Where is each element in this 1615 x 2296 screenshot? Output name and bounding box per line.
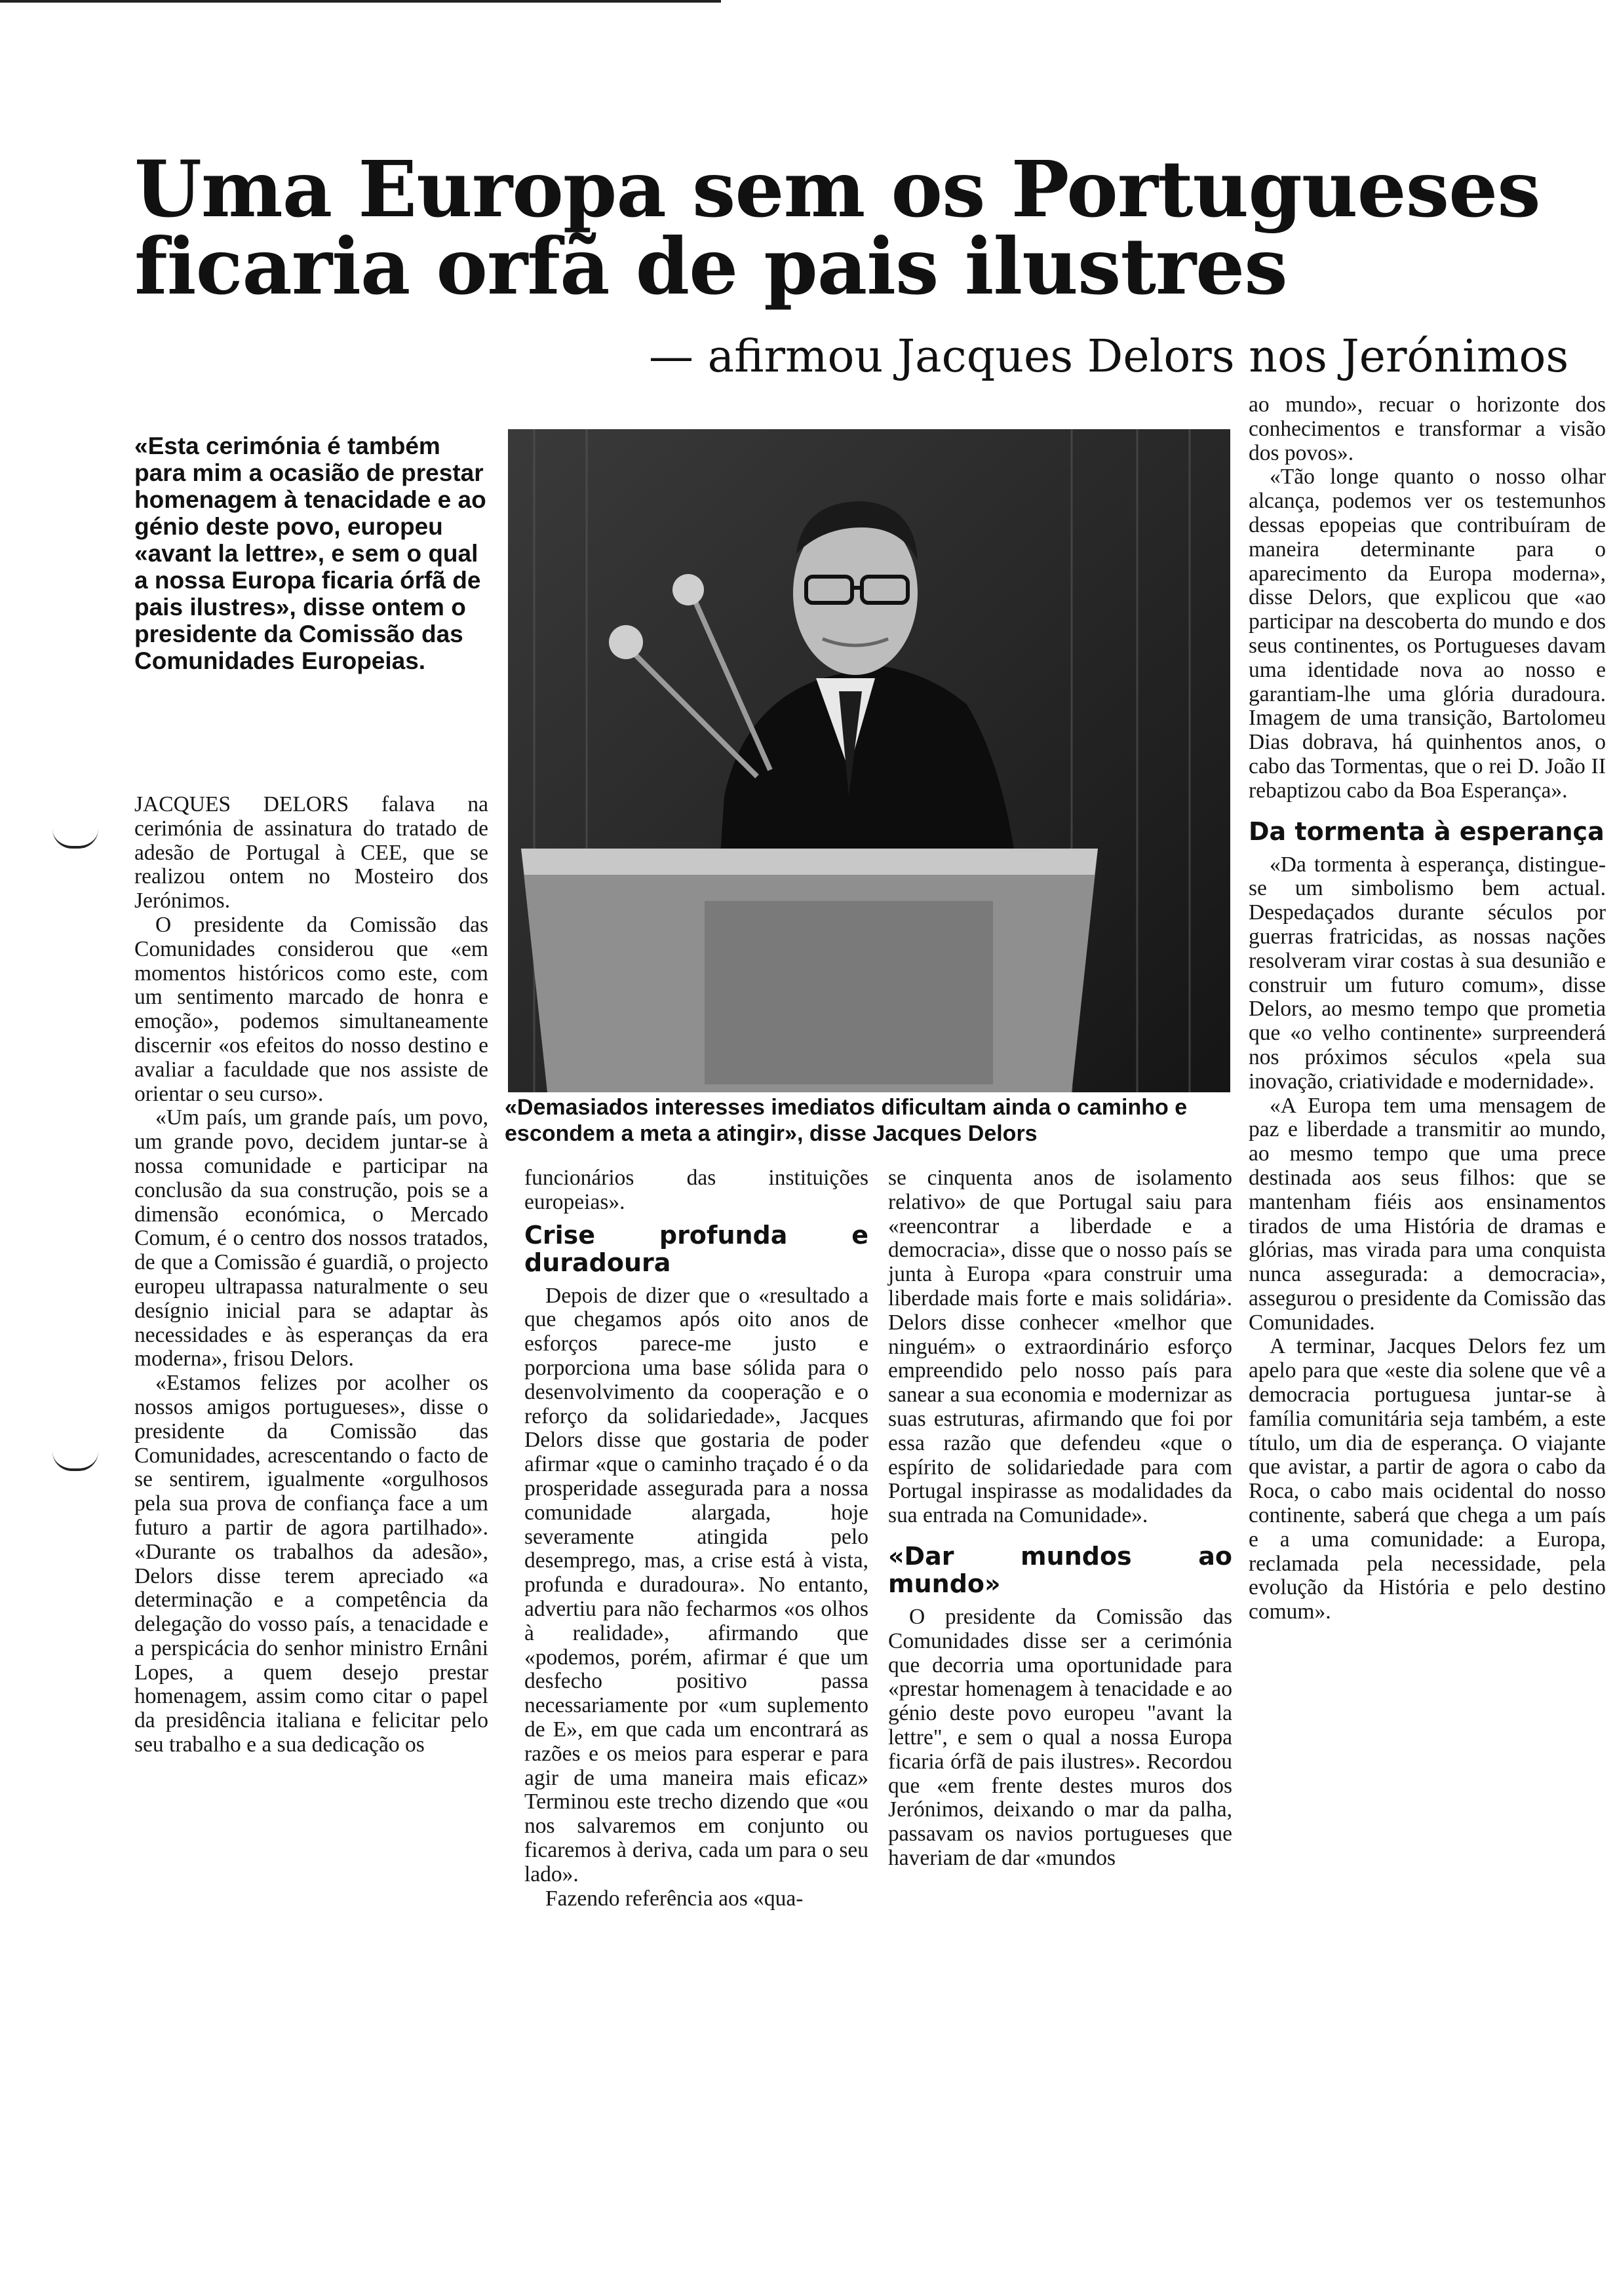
headline-line-1: Uma Europa sem os Portugueses [134,144,1540,235]
column-2 [524,1166,868,1911]
column-1 [134,793,488,1757]
paragraph: «Estamos felizes por acolher os nossos amigos portugueses», disse o presidente da Comissão das Comunidades, acrescentando o facto de se sentirem, igualmente «orgulhosos pela sua prova de confiança face a um futuro a partir de agora partilhado». «Durante os trabalhos da adesão», Delors disse terem apreciado «a determinação e a competência da delegação do vosso país, a tenacidade e a perspicácia do senhor ministro Ernâni Lopes, a quem desejo prestar homenagem, assim como citar o papel da presidência italiana e felicitar pelo seu trabalho e a sua dedicação os [134,1371,488,1757]
paragraph: «Tão longe quanto o nosso olhar alcança, podemos ver os testemunhos dessas epopeias que contribuíram de maneira determinante para o aparecimento da Europa moderna», disse Delors, que explicou que «ao participar na descoberta do mundo e dos seus continentes, os Portugueses davam uma identidade nova ao nosso e garantiam-lhe uma glória duradoura. Imagem de uma transição, Bartolomeu Dias dobrava, há quinhentos anos, o cabo das Tormentas, que o rei D. João II rebaptizou cabo da Boa Esperança». [1249,465,1606,803]
paragraph: O presidente da Comissão das Comunidades considerou que «em momentos históricos como este, com um sentimento marcado de honra e emoção», podemos simultaneamente discernir «os efeitos do nosso destino e avaliar a faculdade que nos assiste de orientar o seu curso». [134,912,488,1106]
column-3 [888,1166,1232,1871]
lead-paragraph: «Esta cerimónia é também para mim a ocasião de prestar homenagem à tenacidade e ao génio deste povo, europeu «avant la lettre», e sem o qual a nossa Europa ficaria órfã de pais ilustres», disse ontem o presidente da Comissão das Comunidades Europeias. [134,432,486,674]
section-subtitle: «Dar mundos ao mundo» [888,1541,1232,1598]
delors-photo [508,429,1230,1092]
headline-line-2: ficaria orfã de pais ilustres [134,221,1287,312]
paragraph: JACQUES DELORS falava na cerimónia de assinatura do tratado de adesão de Portugal à CEE, que se realizou ontem no Mosteiro dos Jerónimos. [134,792,488,913]
column-4 [1249,393,1606,1624]
paragraph: se cinquenta anos de isolamento relativo» de que Portugal saiu para «reencontrar a liberdade e a democracia», disse que o nosso país se junta à Europa «para construir uma liberdade mais forte e mais solidária». Delors disse conhecer «melhor que ninguém» o extraordinário esforço empreendido pelo nosso país para sanear a sua economia e modernizar as suas estruturas, afirmando que foi por essa razão que defendeu «que o espírito de solidariedade para com Portugal inspirasse as modalidades da sua entrada na Comunidade». [888,1166,1232,1528]
top-rule [0,0,721,3]
subheadline: — afirmou Jacques Delors nos Jerónimos [649,331,1569,383]
margin-mark [52,1451,98,1471]
section-subtitle: Crise profunda e duradoura [524,1220,868,1277]
paragraph: «Da tormenta à esperança, distingue-se um simbolismo bem actual. Despedaçados durante séculos por guerras fratricidas, as nossas nações resolveram virar costas à sua desunião e construir um futuro comum», disse Delors, ao mesmo tempo que prometia que «o velho continente» surpreenderá nos próximos séculos «pela sua inovação, criatividade e modernidade». [1249,852,1606,1094]
paragraph: Fazendo referência aos «qua- [545,1886,804,1911]
headline [134,144,1609,312]
paragraph: O presidente da Comissão das Comunidades disse ser a cerimónia que decorria uma oportunidade para «prestar homenagem à tenacidade e ao génio deste povo europeu "avant la lettre", e sem o qual a nossa Europa ficaria órfã de pais ilustres». Recordou que «em frente destes muros dos Jerónimos, deixando o mar da palha, passavam os navios portugueses que haveriam de dar «mundos [888,1604,1232,1870]
photo-illustration [508,429,1230,1092]
section-subtitle: Da tormenta à esperança [1249,816,1605,846]
paragraph: «A Europa tem uma mensagem de paz e liberdade a transmitir ao mundo, ao mesmo tempo que uma prece destinada aos seus filhos: que se mantenham fiéis aos ensinamentos tirados de uma História de dramas e glórias, mas virada para uma conquista nunca assegurada: a democracia», assegurou o presidente da Comissão das Comunidades. [1249,1093,1606,1335]
paragraph: Depois de dizer que o «resultado a que chegamos após oito anos de esforços parece-me justo e porporciona uma base sólida para o desenvolvimento da cooperação e o reforço da solidariedade», Jacques Delors disse que gostaria de poder afirmar «que o caminho traçado é o da prosperidade assegurada para a nossa comunidade alargada, hoje severamente atingida pelo desemprego, mas, a crise está à vista, profunda e duradoura». No entanto, advertiu para não fecharmos «os olhos à realidade», afirmando que «podemos, porém, afirmar é que um desfecho positivo passa necessariamente por «um suplemento de E», em que cada um encontrará as razões e os meios para esperar e para agir de uma maneira mais eficaz» Terminou este trecho dizendo que «ou nos salvaremos em conjunto ou ficaremos à deriva, cada um para o seu lado». [524,1283,868,1886]
margin-mark [52,829,98,849]
paragraph: «Um país, um grande país, um povo, um grande povo, decidem juntar-se à nossa comunidade e participar na conclusão da sua construção, pois se a dimensão económica, o Mercado Comum, é o centro dos nossos tratados, de que a Comissão é guardiã, o projecto europeu ultrapassa naturalmente o seu desígnio inicial para se adaptar às necessidades e às esperanças da era moderna», frisou Delors. [134,1105,488,1371]
paragraph: ao mundo», recuar o horizonte dos conhecimentos e transformar a visão dos povos». [1249,392,1606,465]
photo-caption: «Demasiados interesses imediatos dificultam ainda o caminho e escondem a meta a atingir», disse Jacques Delors [505,1095,1188,1146]
paragraph: funcionários das instituições europeias». [524,1166,868,1214]
paragraph: A terminar, Jacques Delors fez um apelo para que «este dia solene que vê a democracia portuguesa juntar-se à família comunitária seja também, a este título, um dia de esperança. O viajante que avistar, a partir de agora o cabo da Roca, o cabo mais ocidental do nosso continente, saberá que chega a um país e a uma comunidade: a Europa, reclamada pela necessidade, pela evolução da História e pelo destino comum». [1249,1334,1606,1624]
